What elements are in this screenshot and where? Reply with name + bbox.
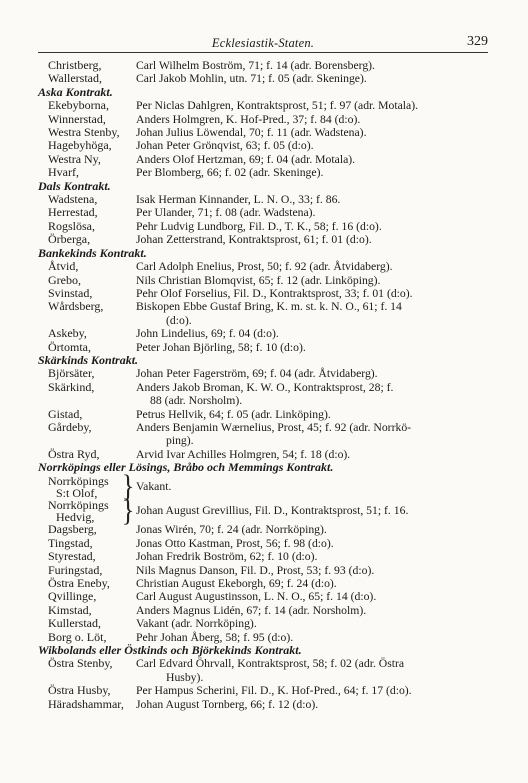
parish-names [38, 499, 120, 523]
parish-name: Hagebyhöga, [48, 138, 112, 153]
parish-name: Wårdsberg, [48, 299, 104, 314]
parish-name [38, 394, 136, 407]
parish-name: Hedvig, [56, 510, 95, 525]
parish-name: Örtomta, [48, 339, 91, 354]
parish-name: Kimstad, [48, 602, 92, 617]
parish-entry [38, 72, 484, 85]
clergy-text: Petrus Hellvik, 64; f. 05 (adr. Linköping). [136, 407, 331, 421]
clergy-text: Nils Christian Blomqvist, 65; f. 12 (adr. Linköping). [136, 273, 381, 287]
parish-name: Christberg, [48, 58, 102, 72]
parish-entry [38, 113, 484, 126]
clergy-text: Johan Peter Grönqvist, 63; f. 05 (d:o). [136, 139, 314, 153]
parish-entry [38, 341, 484, 354]
clergy-text: Arvid Ivar Achilles Holmgren, 54; f. 18 (d:o). [136, 447, 351, 461]
clergy-text: Peter Johan Björling, 58; f. 10 (d:o). [136, 340, 306, 354]
parish-name: Tingstad, [48, 535, 93, 550]
entry-continuation [38, 671, 484, 684]
page-header [38, 34, 488, 53]
clergy-text: Vakant (adr. Norrköping). [136, 617, 257, 631]
clergy-text: Johan August Grevillius, Fil. D., Kontraktsprost, 51; f. 16. [136, 504, 409, 518]
parish-entry [38, 421, 484, 434]
clergy-text: Pehr Ludvig Lundborg, Fil. D., T. K., 58; f. 16 (d:o). [136, 219, 382, 233]
clergy-text: Carl Wilhelm Boström, 71; f. 14 (adr. Borensberg). [136, 59, 375, 72]
clergy-text: Johan Zetterstrand, Kontraktsprost, 61; f. 01 (d:o). [136, 233, 372, 247]
parish-entry [38, 550, 484, 563]
parish-name: Herrestad, [48, 205, 98, 220]
parish-name: Rogslösa, [48, 218, 96, 233]
clergy-text: Per Ulander, 71; f. 08 (adr. Wadstena). [136, 206, 316, 220]
parish-name: Häradshammar, [48, 696, 124, 711]
parish-name: Åtvid, [48, 259, 79, 274]
clergy-text: Carl Jakob Mohlin, utn. 71; f. 05 (adr. Skeninge). [136, 72, 367, 86]
contract-heading: Norrköpings eller Lösings, Bråbo och Memmings Kontrakt. [38, 460, 334, 475]
clergy-text: John Lindelius, 69; f. 04 (d:o). [136, 327, 279, 341]
clergy-text: Per Blomberg, 66; f. 02 (adr. Skeninge). [136, 166, 324, 180]
parish-name: Grebo, [48, 272, 81, 287]
parish-name [38, 671, 136, 684]
parish-name: Gårdeby, [48, 419, 92, 434]
clergy-text: Anders Benjamin Wærnelius, Prost, 45; f. 92 (adr. Norrkö- [136, 420, 412, 434]
clergy-text: Vakant. [136, 479, 172, 493]
clergy-text: Johan Peter Fagerström, 69; f. 04 (adr. Åtvidaberg). [136, 367, 378, 381]
parish-name: Kullerstad, [48, 616, 101, 631]
contract-heading: Aska Kontrakt. [38, 84, 113, 99]
clergy-text: Anders Holmgren, K. Hof-Pred., 37; f. 84 (d:o). [136, 112, 361, 126]
parish-entry [38, 139, 484, 152]
clergy-text: Per Hampus Scherini, Fil. D., K. Hof-Pred., 64; f. 17 (d:o). [136, 684, 412, 698]
clergy-text: Husby). [166, 670, 204, 684]
clergy-text: Nils Magnus Danson, Fil. D., Prost, 53; f. 93 (d:o). [136, 563, 375, 577]
parish-name: Östra Stenby, [48, 656, 113, 671]
clergy-text: Johan August Tornberg, 66; f. 12 (d:o). [136, 697, 319, 711]
parish-entry-braced [38, 468, 484, 504]
clergy-text: 88 (adr. Norsholm). [150, 394, 243, 408]
parish-name: Björsäter, [48, 366, 95, 381]
parish-name: Östra Husby, [48, 683, 111, 698]
clergy-text: Anders Magnus Lidén, 67; f. 14 (adr. Norsholm). [136, 603, 367, 617]
parish-name: Askeby, [48, 326, 87, 341]
page-number: 329 [467, 34, 488, 49]
parish-entry [38, 193, 484, 206]
clergy-text: Pehr Olof Forselius, Fil. D., Kontraktsprost, 33; f. 01 (d:o). [136, 286, 413, 300]
clergy-text: Anders Olof Hertzman, 69; f. 04 (adr. Motala). [136, 152, 356, 166]
parish-entry [38, 448, 484, 461]
parish-name: Dagsberg, [48, 522, 97, 537]
parish-entry [38, 564, 484, 577]
brace-glyph: } [121, 468, 135, 504]
parish-name [38, 314, 136, 327]
parish-name: S:t Olof, [56, 485, 98, 500]
contract-heading: Bankekinds Kontrakt. [38, 245, 147, 260]
running-head: Ecklesiastik-Staten. [211, 36, 315, 50]
clergy-text: Jonas Wirén, 70; f. 24 (adr. Norrköping). [136, 523, 327, 537]
parish-entry [38, 537, 484, 550]
clergy-text: Jonas Otto Kastman, Prost, 56; f. 98 (d:o). [136, 536, 334, 550]
parish-name: Wadstena, [48, 192, 98, 207]
clergy-text: Carl Edvard Öhrvall, Kontraktsprost, 58; f. 02 (adr. Östra [136, 657, 405, 671]
parish-name: Skärkind, [48, 379, 95, 394]
clergy-text: Biskopen Ebbe Gustaf Bring, K. m. st. k. N. O., 61; f. 14 [136, 300, 402, 314]
parish-name: Borg o. Löt, [48, 629, 107, 644]
clergy-text: Carl August Augustinsson, L. N. O., 65; f. 14 (d:o). [136, 590, 377, 604]
parish-entry [38, 99, 484, 112]
parish-entry [38, 126, 484, 139]
parish-entry [38, 631, 484, 644]
parish-entry [38, 657, 484, 670]
parish-entry [38, 590, 484, 603]
parish-entry [38, 408, 484, 421]
parish-entry [38, 260, 484, 273]
parish-entry [38, 698, 484, 711]
parish-entry [38, 300, 484, 313]
clergy-text: Isak Herman Kinnander, L. N. O., 33; f. 86. [136, 193, 341, 207]
parish-name: Westra Ny, [48, 151, 101, 166]
register-listing [38, 59, 484, 711]
clergy-text: Anders Jakob Broman, K. W. O., Kontraktsprost, 28; f. [136, 380, 394, 394]
clergy-text: ping). [166, 434, 194, 448]
parish-entry [38, 220, 484, 233]
parish-name: Östra Ryd, [48, 446, 100, 461]
parish-name: Ekebyborna, [48, 98, 109, 113]
parish-name: Winnerstad, [48, 111, 106, 126]
parish-names [38, 475, 120, 499]
parish-name: Styrestad, [48, 549, 96, 564]
parish-name: Örberga, [48, 232, 91, 247]
parish-entry [38, 577, 484, 590]
parish-entry [38, 604, 484, 617]
clergy-text: Per Niclas Dahlgren, Kontraktsprost, 51; f. 97 (adr. Motala). [136, 99, 419, 113]
contract-heading: Skärkinds Kontrakt. [38, 352, 139, 367]
parish-entry [38, 166, 484, 179]
contract-heading: Wikbolands eller Östkinds och Björkekinds Kontrakt. [38, 643, 302, 658]
parish-name: Norrköpings [48, 498, 109, 512]
clergy-text: Johan Julius Löwendal, 70; f. 11 (adr. Wadstena). [136, 126, 367, 140]
contract-heading: Dals Kontrakt. [38, 178, 111, 193]
parish-name: Wallerstad, [48, 71, 103, 86]
entry-continuation [38, 394, 484, 407]
parish-name: Svinstad, [48, 285, 93, 300]
parish-entry [38, 59, 484, 72]
clergy-text: Johan Fredrik Boström, 62; f. 10 (d:o). [136, 550, 318, 564]
parish-entry [38, 367, 484, 380]
parish-name: Hvarf, [48, 165, 79, 180]
brace-glyph: } [121, 493, 135, 529]
entry-continuation [38, 314, 484, 327]
parish-entry [38, 684, 484, 697]
parish-name [38, 434, 136, 447]
clergy-text: Carl Adolph Enelius, Prost, 50; f. 92 (adr. Åtvidaberg). [136, 260, 393, 274]
parish-entry [38, 327, 484, 340]
clergy-text: (d:o). [166, 313, 192, 327]
parish-name: Östra Eneby, [48, 576, 110, 591]
parish-name: Furingstad, [48, 562, 103, 577]
parish-entry [38, 381, 484, 394]
parish-entry [38, 206, 484, 219]
parish-entry-braced [38, 493, 484, 529]
parish-name: Gistad, [48, 406, 83, 421]
parish-entry [38, 617, 484, 630]
parish-entry [38, 274, 484, 287]
parish-entry [38, 153, 484, 166]
parish-entry [38, 523, 484, 536]
parish-name: Norrköpings [48, 473, 109, 488]
parish-entry [38, 287, 484, 300]
clergy-text: Christian August Ekeborgh, 69; f. 24 (d:o). [136, 577, 337, 591]
parish-name: Westra Stenby, [48, 125, 120, 140]
entry-continuation [38, 434, 484, 447]
clergy-text: Pehr Johan Åberg, 58; f. 95 (d:o). [136, 630, 294, 644]
parish-name: Qvillinge, [48, 589, 97, 604]
parish-entry [38, 233, 484, 246]
